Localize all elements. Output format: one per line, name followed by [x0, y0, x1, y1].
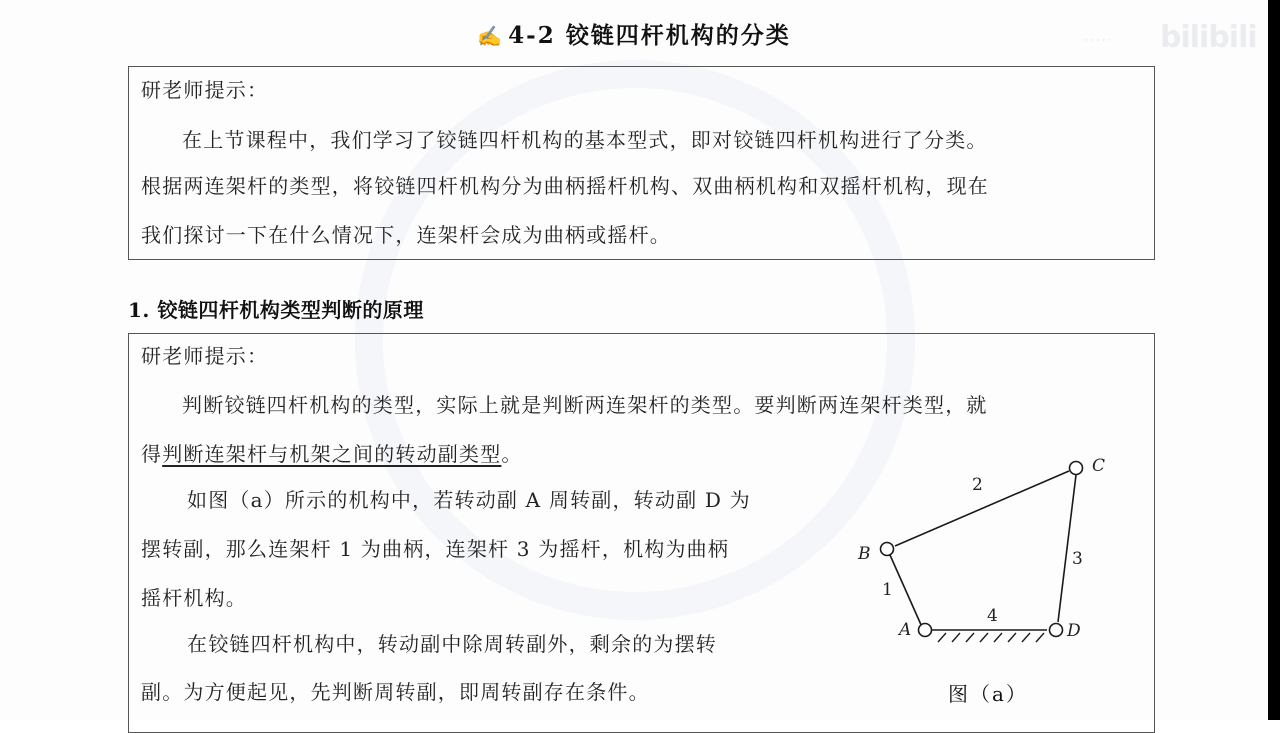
- tip-line: 我们探讨一下在什么情况下，连架杆会成为曲柄或摇杆。: [141, 223, 671, 247]
- tip-line: 在铰链四杆机构中，转动副中除周转副外，剩余的为摆转: [187, 632, 717, 656]
- joint-label-b: B: [858, 544, 871, 564]
- joint-label-a: A: [899, 620, 912, 640]
- watermark-text: · · · · ·: [1085, 36, 1111, 46]
- link-label-1: 1: [882, 580, 893, 600]
- tip-line: 根据两连架杆的类型，将铰链四杆机构分为曲柄摇杆机构、双曲柄机构和双摇杆机构，现在: [141, 174, 989, 198]
- page-title-text: 4-2 铰链四杆机构的分类: [508, 22, 791, 49]
- section-heading: 1. 铰链四杆机构类型判断的原理: [128, 298, 424, 322]
- link-label-3: 3: [1072, 549, 1083, 569]
- tip-line: 判断铰链四杆机构的类型，实际上就是判断两连架杆的类型。要判断两连架杆类型，就: [182, 393, 988, 417]
- text-prefix: 得: [141, 442, 163, 466]
- tip-line: 如图（a）所示的机构中，若转动副 A 周转副，转动副 D 为: [187, 488, 751, 512]
- tip-line: 在上节课程中，我们学习了铰链四杆机构的基本型式，即对铰链四杆机构进行了分类。: [182, 128, 988, 152]
- intro-tip-box: [128, 66, 1155, 260]
- tip-line: 副。为方便起见，先判断周转副，即周转副存在条件。: [141, 680, 650, 704]
- pen-icon: ✍: [477, 24, 505, 48]
- screen-edge: [1268, 0, 1280, 720]
- tip-line: [141, 440, 523, 468]
- tip-line: 摆转副，那么连架杆 1 为曲柄，连架杆 3 为摇杆，机构为曲柄: [141, 537, 730, 561]
- link-label-2: 2: [972, 475, 983, 495]
- page-title: [0, 17, 1268, 50]
- tip-line: 摇杆机构。: [141, 586, 247, 610]
- link-label-4: 4: [987, 606, 998, 626]
- joint-label-c: C: [1092, 456, 1106, 476]
- figure-caption: 图（a）: [948, 682, 1028, 706]
- bilibili-logo: bilibili: [1160, 20, 1257, 55]
- text-suffix: 。: [501, 442, 523, 466]
- tip-label: 研老师提示：: [141, 78, 269, 102]
- tip-label: 研老师提示：: [141, 344, 269, 368]
- four-bar-linkage-figure: [840, 445, 1120, 720]
- joint-label-d: D: [1067, 621, 1081, 641]
- underlined-key-point: 判断连架杆与机架之间的转动副类型: [162, 442, 502, 466]
